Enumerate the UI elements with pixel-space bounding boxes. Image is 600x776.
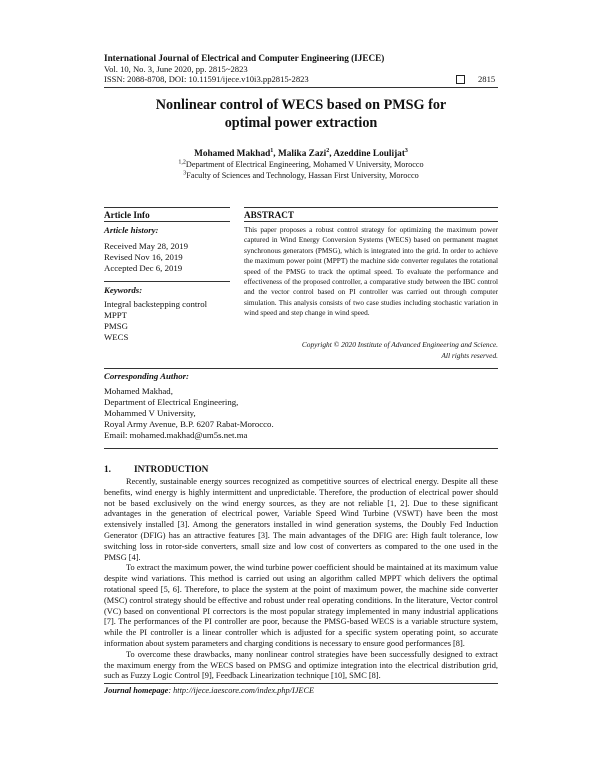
introduction-paragraph: Recently, sustainable energy sources recognized as competitive sources of electrical energy. Despite all these benefits, wind energy is highly intermittent and unpredictable. Therefore, the production of electrical power should not be based exclusively on the wind energy sources, as they are not reliable [1, 2]. Due to these significant advantages in the generation of electrical power, Variable Speed Wind Turbine (VSWT) have been the most extensively installed [3]. Among the generators installed in wind generation systems, the Doubly Fed Induction Generator (DFIG) has an attractive features [3]. The main advantages of the DFIG are: High fault tolerance, low switching loss in rotor-side converters, small size and low cost of converters as compared to the one used in the PMSG [4].	[104, 477, 498, 562]
abstract-heading: ABSTRACT	[244, 210, 295, 220]
introduction-heading	[104, 465, 208, 475]
keyword-item: Integral backstepping control	[104, 299, 208, 309]
keywords-heading: Keywords:	[104, 285, 143, 295]
journal-volume-info: Vol. 10, No. 3, June 2020, pp. 2815~2823	[104, 64, 248, 74]
affiliation	[104, 160, 498, 169]
affiliation	[104, 171, 498, 180]
corresponding-author-heading: Corresponding Author:	[104, 371, 189, 381]
author-superscript: 2	[326, 147, 330, 154]
author-superscript: 1	[270, 147, 274, 154]
author-name: Mohamed Makhad	[194, 149, 271, 159]
author-name: Malika Zazi	[277, 149, 327, 159]
author-separator: ,	[273, 149, 278, 159]
keywords-rule	[104, 281, 230, 282]
introduction-paragraph: To extract the maximum power, the wind turbine power coefficient should be maintained at its maximum value despite wind variations. This method is carried out using an algorithm called MPPT which delivers the optimal rotational speed [5, 6]. Therefore, to place the system at the point of maximum power, the machine side converter (MSC) control strategy should be effective and robust under real operating conditions. In the literature, Vector control (VC) based on conventional PI correctors is the most popular strategy implemented in many industrial applications [7]. The performances of the PI controller are poor, because the PMSG-based WECS is a variable structure system, while the PI controller is a linear controller which is adjusted for a specific system operating point, so accurate information about system parameters and charging conditions is necessary to ensure good performances [8].	[104, 563, 498, 648]
article-info-rule	[104, 221, 230, 222]
journal-name: International Journal of Electrical and Computer Engineering (IJECE)	[104, 53, 385, 63]
section-number: 1.	[104, 465, 111, 475]
history-accepted: Accepted Dec 6, 2019	[104, 263, 183, 273]
abstract-rule	[244, 221, 498, 222]
corresponding-bottom-rule	[104, 448, 498, 449]
author-list	[104, 149, 498, 159]
page-number: 2815	[478, 74, 496, 84]
copyright-line: Copyright © 2020 Institute of Advanced Engineering and Science.	[301, 340, 498, 349]
article-history-heading: Article history:	[104, 225, 159, 235]
corresponding-line: Department of Electrical Engineering,	[104, 397, 239, 407]
paper-title	[104, 96, 498, 132]
corresponding-line: Mohammed V University,	[104, 408, 196, 418]
corresponding-line: Mohamed Makhad,	[104, 386, 173, 396]
journal-homepage	[104, 686, 314, 695]
affiliation-text: Faculty of Sciences and Technology, Hassan First University, Morocco	[186, 171, 419, 180]
title-line: optimal power extraction	[224, 115, 378, 131]
author-separator: ,	[329, 149, 334, 159]
corresponding-line: Royal Army Avenue, B.P. 6207 Rabat-Morocco.	[104, 419, 274, 429]
footer-divider	[104, 683, 498, 684]
keyword-item: PMSG	[104, 321, 128, 331]
section-title: INTRODUCTION	[134, 465, 209, 475]
history-received: Received May 28, 2019	[104, 241, 189, 251]
affiliation-text: Department of Electrical Engineering, Mohamed V University, Morocco	[185, 160, 424, 169]
introduction-body	[104, 477, 498, 682]
homepage-url[interactable]: : http://ijece.iaescore.com/index.php/IJECE	[168, 686, 315, 695]
affiliation-superscript: 1,2	[178, 159, 186, 166]
square-icon	[456, 75, 465, 84]
copyright-line: All rights reserved.	[441, 351, 498, 360]
article-info-top-rule	[104, 207, 230, 208]
abstract-top-rule	[244, 207, 498, 208]
abstract-text: This paper proposes a robust control strategy for optimizing the maximum power captured in Wind Energy Conversion Systems (WECS) based on permanent magnet synchronous generators (PMSG), which is integrated into the grid. In order to achieve the maximum power point (MPPT) the machine side converter regulates the rotational speed of the PMSG to track the optimal speed. To evaluate the performance and effectiveness of the proposed controller, a comparative study between the IBC control and the vector control based on PI controller was carried out through computer simulation. This analysis consists of two case studies including stochastic variation in wind speed and step change in wind speed.	[244, 225, 498, 318]
affiliation-superscript: 3	[183, 170, 187, 177]
keyword-item: MPPT	[104, 310, 127, 320]
article-info-heading: Article Info	[104, 210, 150, 220]
journal-issn-doi: ISSN: 2088-8708, DOI: 10.11591/ijece.v10i3.pp2815-2823	[104, 74, 309, 84]
history-revised: Revised Nov 16, 2019	[104, 252, 183, 262]
author-superscript: 3	[404, 147, 408, 154]
keyword-item: WECS	[104, 332, 129, 342]
corresponding-line: Email: mohamed.makhad@um5s.net.ma	[104, 430, 248, 440]
introduction-paragraph: To overcome these drawbacks, many nonlinear control strategies have been successfully designed to extract the maximum energy from the WECS based on PMSG and optimize integration into the electrical distribution grid, such as Fuzzy Logic Control [9], Feedback Linearization technique [10], SMC [8].	[104, 649, 498, 681]
corresponding-top-rule	[104, 368, 498, 369]
homepage-label: Journal homepage	[104, 686, 169, 695]
header-divider	[104, 87, 498, 88]
title-line: Nonlinear control of WECS based on PMSG for	[155, 97, 447, 113]
author-name: Azeddine Loulijat	[333, 149, 405, 159]
